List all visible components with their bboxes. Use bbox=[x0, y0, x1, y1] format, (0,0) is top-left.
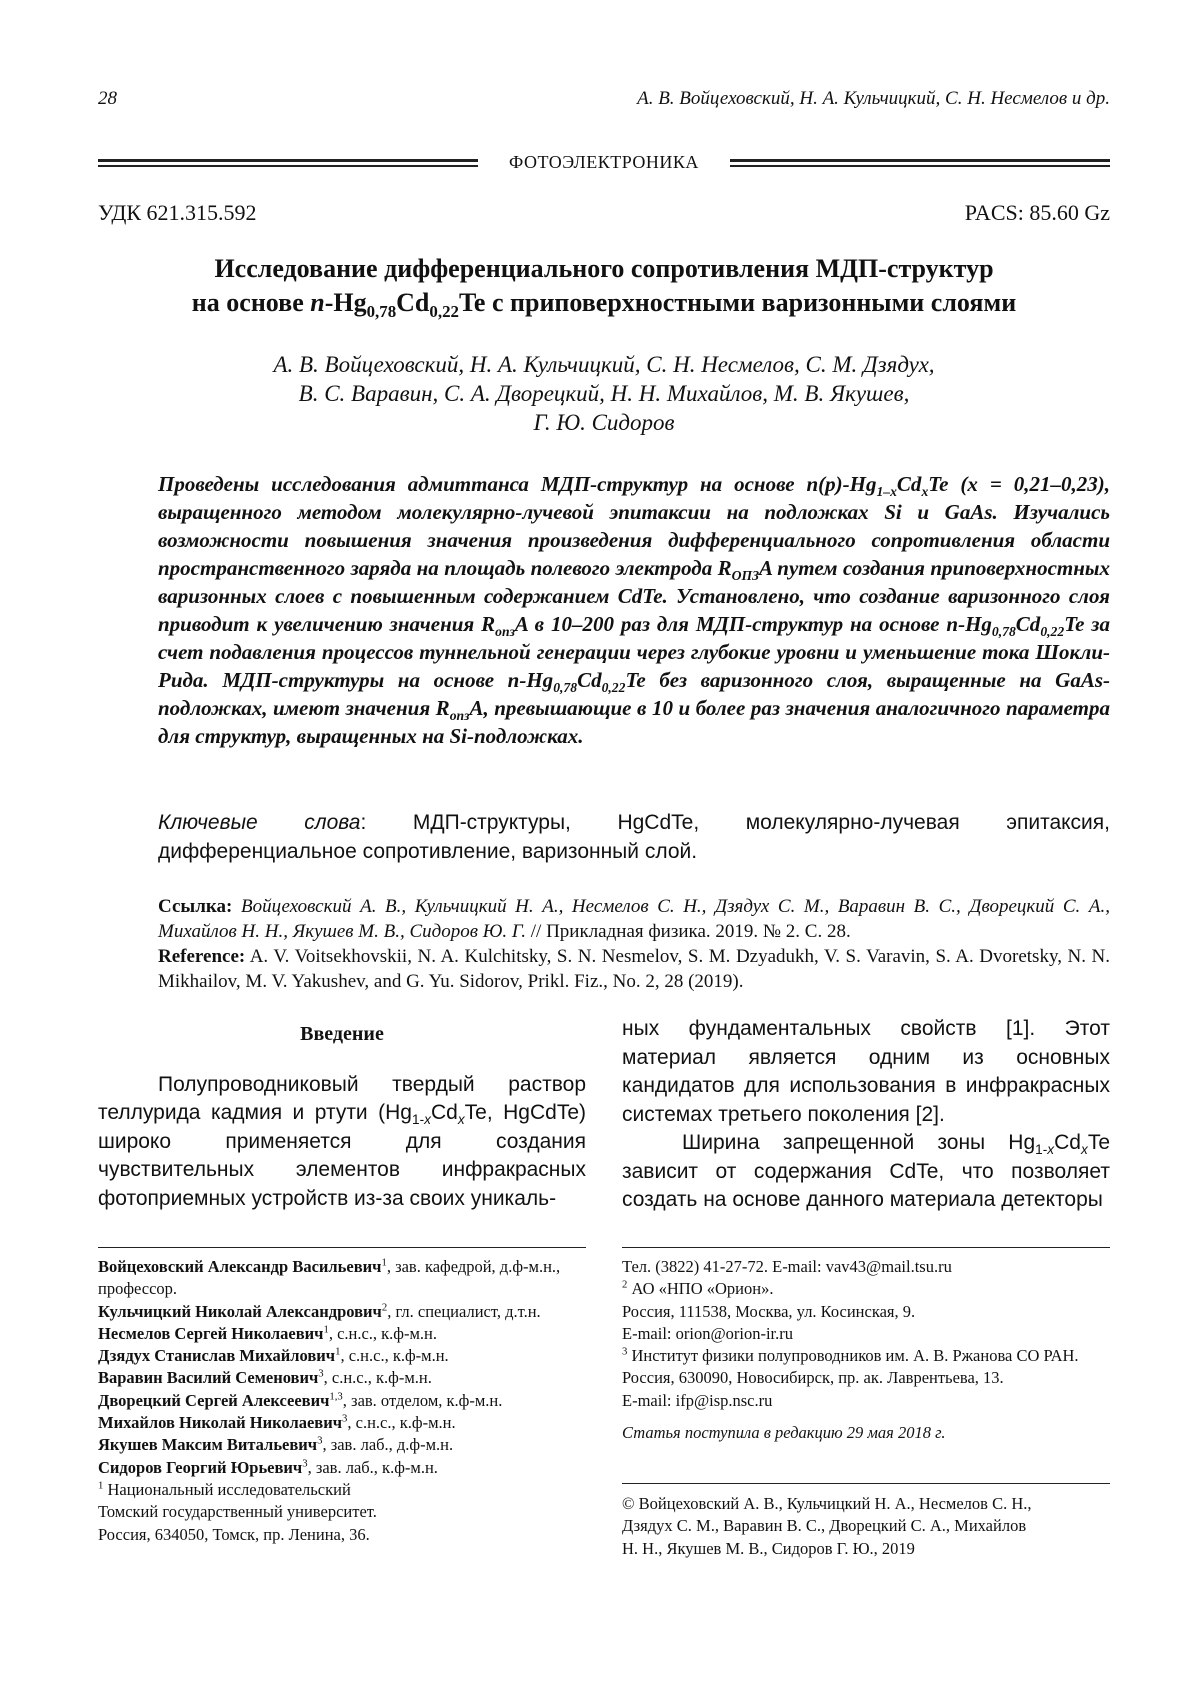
footnote-author: Михайлов Николай Николаевич3, с.н.с., к.ф-м.н. bbox=[98, 1412, 588, 1434]
running-authors: А. В. Войцеховский, Н. А. Кульчицкий, С. Н. Несмелов и др. bbox=[637, 88, 1110, 110]
keywords-label: Ключевые слова bbox=[158, 811, 360, 834]
footnote-author: Якушев Максим Витальевич3, зав. лаб., д.ф-м.н. bbox=[98, 1434, 588, 1456]
citation-block bbox=[158, 894, 1110, 994]
udk-code: УДК 621.315.592 bbox=[98, 200, 257, 226]
footnote-author: Дворецкий Сергей Алексеевич1,3, зав. отделом, к.ф-м.н. bbox=[98, 1390, 588, 1412]
author-list: А. В. Войцеховский, Н. А. Кульчицкий, С. Н. Несмелов, С. М. Дзядух, В. С. Варавин, С. А. Дворецкий, Н. Н. Михайлов, М. В. Якушев, Г. Ю. Сидоров bbox=[98, 350, 1110, 437]
author-affiliations bbox=[98, 1256, 588, 1546]
footnote-author: Дзядух Станислав Михайлович1, с.н.с., к.ф-м.н. bbox=[98, 1345, 588, 1367]
affiliation-1: 1 Национальный исследовательский bbox=[98, 1479, 588, 1501]
affiliation-3: 3 Институт физики полупроводников им. А. В. Ржанова СО РАН. bbox=[622, 1345, 1110, 1367]
title-line-2: на основе n-Hg0,78Cd0,22Te с приповерхностными варизонными слоями bbox=[98, 286, 1110, 320]
intro-right-column bbox=[622, 1015, 1110, 1215]
intro-paragraph-1-cont: ных фундаментальных свойств [1]. Этот материал является одним из основных кандидатов для использования в инфракрасных системах третьего поколения [2]. bbox=[622, 1015, 1110, 1129]
intro-left-column bbox=[98, 1020, 586, 1213]
affiliation-2-email: E-mail: orion@orion-ir.ru bbox=[622, 1323, 1110, 1345]
intro-paragraph-1: Полупроводниковый твердый раствор теллурида кадмия и ртути (Hg1-xCdxTe, HgCdTe) широко применяется для создания чувствительных элементов инфракрасных фотоприемных устройств из-за своих уникаль- bbox=[98, 1071, 586, 1214]
affiliation-3-email: E-mail: ifp@isp.nsc.ru bbox=[622, 1390, 1110, 1412]
citation-en: Reference: A. V. Voitsekhovskii, N. A. Kulchitsky, S. N. Nesmelov, S. M. Dzyadukh, V. S. Varavin, S. A. Dvoretsky, N. N. Mikhailov, M. V. Yakushev, and G. Yu. Sidorov, Prikl. Fiz., No. 2, 28 (2019). bbox=[158, 944, 1110, 994]
citation-ru: Ссылка: Войцеховский А. В., Кульчицкий Н. А., Несмелов С. Н., Дзядух С. М., Варавин В. С., Дворецкий С. А., Михайлов Н. Н., Якушев М. В., Сидоров Ю. Г. // Прикладная физика. 2019. № 2. С. 28. bbox=[158, 894, 1110, 944]
affiliation-2-address: Россия, 111538, Москва, ул. Косинская, 9. bbox=[622, 1301, 1110, 1323]
intro-heading: Введение bbox=[98, 1020, 586, 1049]
footnote-author: Войцеховский Александр Васильевич1, зав. кафедрой, д.ф-м.н., профессор. bbox=[98, 1256, 588, 1301]
footnote-author: Несмелов Сергей Николаевич1, с.н.с., к.ф-м.н. bbox=[98, 1323, 588, 1345]
footnote-author: Кульчицкий Николай Александрович2, гл. специалист, д.т.н. bbox=[98, 1301, 588, 1323]
contact-info bbox=[622, 1256, 1110, 1444]
section-title: ФОТОЭЛЕКТРОНИКА bbox=[98, 152, 1110, 173]
received-date: Статья поступила в редакцию 29 мая 2018 г. bbox=[622, 1422, 1110, 1444]
footnote-author: Сидоров Георгий Юрьевич3, зав. лаб., к.ф-м.н. bbox=[98, 1457, 588, 1479]
footnote-author: Варавин Василий Семенович3, с.н.с., к.ф-м.н. bbox=[98, 1367, 588, 1389]
pacs-code: PACS: 85.60 Gz bbox=[965, 200, 1110, 226]
title-line-1: Исследование дифференциального сопротивления МДП-структур bbox=[98, 252, 1110, 286]
affiliation-3-address: Россия, 630090, Новосибирск, пр. ак. Лаврентьева, 13. bbox=[622, 1367, 1110, 1389]
intro-paragraph-2: Ширина запрещенной зоны Hg1-xCdxTe зависит от содержания CdTe, что позволяет создать на основе данного материала детекторы bbox=[622, 1129, 1110, 1215]
affiliation-1-address: Россия, 634050, Томск, пр. Ленина, 36. bbox=[98, 1524, 588, 1546]
abstract: Проведены исследования адмиттанса МДП-структур на основе n(p)-Hg1–xCdxTe (x = 0,21–0,23), выращенного методом молекулярно-лучевой эпитаксии на подложках Si и GaAs. Изучались возможности повышения значения произведения дифференциального сопротивления области пространственного заряда на площадь полевого электрода RОПЗA путем создания приповерхностных варизонных слоев с повышенным содержанием CdTe. Установлено, что создание варизонного слоя приводит к увеличению значения RопзA в 10–200 раз для МДП-структур на основе n-Hg0,78Cd0,22Te за счет подавления процессов туннельной генерации через глубокие уровни и уменьшение тока Шокли-Рида. МДП-структуры на основе n-Hg0,78Cd0,22Te без варизонного слоя, выращенные на GaAs-подложках, имеют значения RопзA, превышающие в 10 и более раз значения аналогичного параметра для структур, выращенных на Si-подложках. bbox=[158, 470, 1110, 750]
footnote-rule-right bbox=[622, 1247, 1110, 1248]
section-banner bbox=[98, 152, 1110, 178]
contact-phone-email: Тел. (3822) 41-27-72. E-mail: vav43@mail.tsu.ru bbox=[622, 1256, 1110, 1278]
footnote-rule-left bbox=[98, 1247, 586, 1248]
keywords: Ключевые слова: МДП-структуры, HgCdTe, молекулярно-лучевая эпитаксия, дифференциальное сопротивление, варизонный слой. bbox=[158, 808, 1110, 866]
copyright: © Войцеховский А. В., Кульчицкий Н. А., Несмелов С. Н., Дзядух С. М., Варавин В. С., Дворецкий С. А., Михайлов Н. Н., Якушев М. В., Сидоров Г. Ю., 2019 bbox=[622, 1493, 1042, 1560]
copyright-rule bbox=[622, 1483, 1110, 1484]
page-number: 28 bbox=[98, 88, 117, 110]
affiliation-2: 2 АО «НПО «Орион». bbox=[622, 1278, 1110, 1300]
affiliation-1-line-2: Томский государственный университет. bbox=[98, 1501, 588, 1523]
article-title bbox=[98, 252, 1110, 320]
